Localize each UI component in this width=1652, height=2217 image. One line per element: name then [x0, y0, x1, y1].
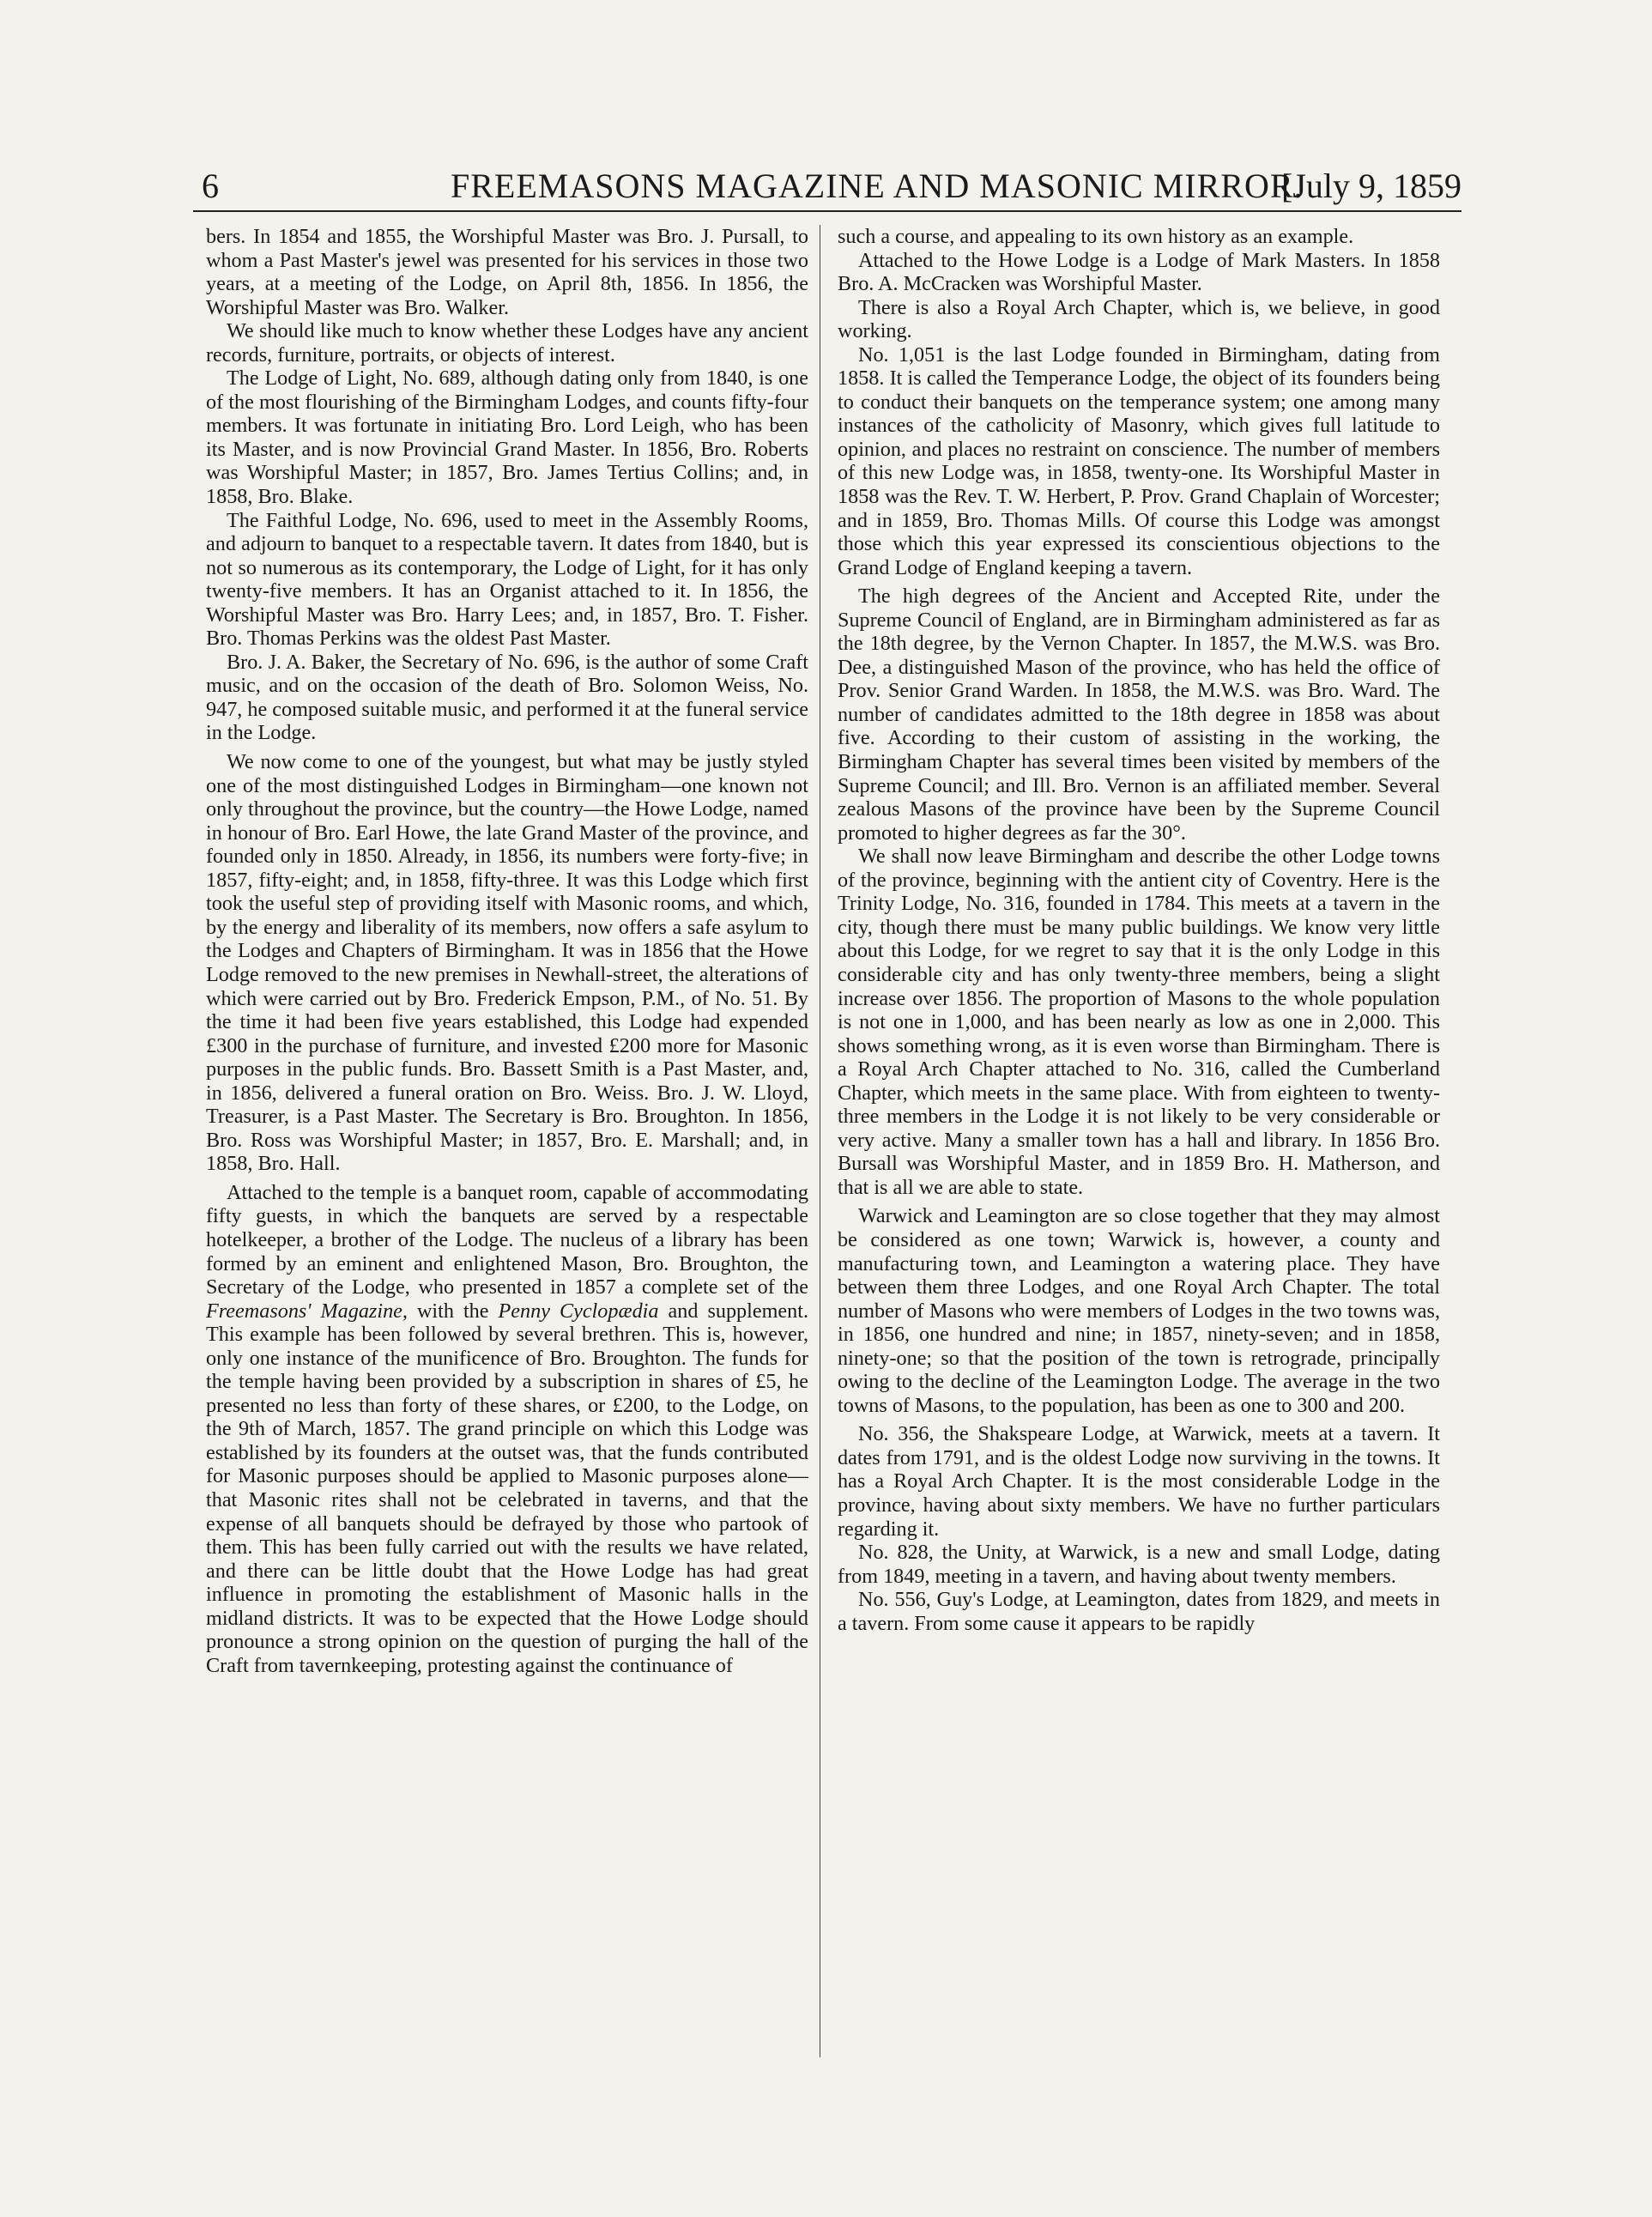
paragraph: bers. In 1854 and 1855, the Worshipful Master was Bro. J. Pursall, to whom a Past Master's jewel was presented for his services in those two years, at a meeting of the Lodge, on April 8th, 1856. In 1856, the Worshipful Master was Bro. Walker.: [206, 225, 808, 319]
paragraph: Warwick and Leamington are so close together that they may almost be considered as one town; Warwick is, however, a county and manufacturing town, and Leamington a watering place. They have between them three Lodges, and one Royal Arch Chapter. The total number of Masons who were members of Lodges in the two towns was, in 1856, one hundred and nine; in 1857, ninety-seven; and in 1858, ninety-one; so that the position of the town is retrograde, principally owing to the decline of the Leamington Lodge. The average in the two towns of Masons, to the population, has been as one to 300 and 200.: [838, 1204, 1440, 1417]
paragraph: Bro. J. A. Baker, the Secretary of No. 696, is the author of some Craft music, and on the occasion of the death of Bro. Solomon Weiss, No. 947, he composed suitable music, and performed it at the funeral service in the Lodge.: [206, 650, 808, 745]
paragraph: No. 1,051 is the last Lodge founded in Birmingham, dating from 1858. It is called the Temperance Lodge, the object of its founders being to conduct their banquets on the temperance system; one among many instances of the catholicity of Masonry, which gives full latitude to opinion, and places no restraint on conscience. The number of members of this new Lodge was, in 1858, twenty-one. Its Worshipful Master in 1858 was the Rev. T. W. Herbert, P. Prov. Grand Chaplain of Worcester; and in 1859, Bro. Thomas Mills. Of course this Lodge was amongst those which this year expressed its conscientious objections to the Grand Lodge of England keeping a tavern.: [838, 342, 1440, 579]
issue-date: [July 9, 1859: [1281, 167, 1461, 205]
paragraph-text: and supplement. This example has been followed by several brethren. This is, however, only one instance of the munificence of Bro. Broughton. The funds for the temple having been provided by a subscription in shares of £5, he presented no less than forty of these shares, or £200, to the Lodge, on the 9th of March, 1857. The grand principle on which this Lodge was established by its founders at the outset was, that the funds contributed for Masonic purposes should be applied to Masonic purposes alone—that Masonic rites shall not be celebrated in taverns, and that the expense of all banquets should be defrayed by those who partook of them. This has been fully carried out with the results we have related, and there can be little doubt that the Howe Lodge has had great influence in promoting the establishment of Masonic halls in the midland districts. It was to be expected that the Howe Lodge should pronounce a strong opinion on the question of purging the hall of the Craft from tavernkeeping, protesting against the continuance of: [206, 1299, 808, 1677]
paragraph-text: Attached to the temple is a banquet room, capable of accommodating fifty guests, in which the banquets are served by a respectable hotelkeeper, a brother of the Lodge. The nucleus of a library has been formed by an eminent and enlightened Mason, Bro. Broughton, the Secretary of the Lodge, who presented in 1857 a complete set of the: [206, 1180, 808, 1299]
book-title: Penny Cyclopædia: [498, 1299, 659, 1323]
paragraph: There is also a Royal Arch Chapter, which is, we believe, in good working.: [838, 295, 1440, 343]
paragraph: The high degrees of the Ancient and Accepted Rite, under the Supreme Council of England, are in Birmingham administered as far as the 18th degree, by the Vernon Chapter. In 1857, the M.W.S. was Bro. Dee, a distinguished Mason of the province, who has held the office of Prov. Senior Grand Warden. In 1858, the M.W.S. was Bro. Ward. The number of candidates admitted to the 18th degree in 1858 was about five. According to their custom of assisting in the working, the Birmingham Chapter has several times been visited by members of the Supreme Council; and Ill. Bro. Vernon is an affiliated member. Several zealous Masons of the province have been by the Supreme Council promoted to higher degrees as far the 30°.: [838, 585, 1440, 845]
paragraph: No. 356, the Shakspeare Lodge, at Warwick, meets at a tavern. It dates from 1791, and is the oldest Lodge now surviving in the towns. It has a Royal Arch Chapter. It is the most considerable Lodge in the province, having about sixty members. We have no further particulars regarding it.: [838, 1422, 1440, 1541]
paragraph: No. 828, the Unity, at Warwick, is a new and small Lodge, dating from 1849, meeting in a tavern, and having about twenty members.: [838, 1541, 1440, 1588]
paragraph: The Lodge of Light, No. 689, although dating only from 1840, is one of the most flourishing of the Birmingham Lodges, and counts fifty-four members. It was fortunate in initiating Bro. Lord Leigh, who has been its Master, and is now Provincial Grand Master. In 1856, Bro. Roberts was Worshipful Master; in 1857, Bro. James Tertius Collins; and, in 1858, Bro. Blake.: [206, 366, 808, 509]
page-header: [193, 159, 1461, 212]
right-column: [838, 225, 1440, 2062]
magazine-title: Freemasons' Magazine,: [206, 1299, 408, 1323]
page-number: 6: [202, 167, 219, 205]
paragraph: Attached to the Howe Lodge is a Lodge of Mark Masters. In 1858 Bro. A. McCracken was Worshipful Master.: [838, 248, 1440, 296]
paragraph: We shall now leave Birmingham and describe the other Lodge towns of the province, beginning with the antient city of Coventry. Here is the Trinity Lodge, No. 316, founded in 1784. This meets at a tavern in the city, though there must be many public buildings. We know very little about this Lodge, for we regret to say that it is the only Lodge in this considerable city and has only twenty-three members, being a slight increase over 1856. The proportion of Masons to the whole population is not one in 1,000, and has been nearly as low as one in 2,000. This shows something wrong, as it is even worse than Birmingham. There is a Royal Arch Chapter attached to No. 316, called the Cumberland Chapter, which meets in the same place. With from eighteen to twenty-three members in the Lodge it is not likely to be very considerable or very active. Many a smaller town has a hall and library. In 1856 Bro. Bursall was Worshipful Master, and in 1859 Bro. H. Matherson, and that is all we are able to state.: [838, 845, 1440, 1199]
paragraph: [206, 1181, 808, 1677]
paragraph-text: with the: [407, 1299, 499, 1323]
paragraph: The Faithful Lodge, No. 696, used to meet in the Assembly Rooms, and adjourn to banquet to a respectable tavern. It dates from 1840, but is not so numerous as its contemporary, the Lodge of Light, for it has only twenty-five members. It has an Organist attached to it. In 1856, the Worshipful Master was Bro. Harry Lees; and, in 1857, Bro. T. Fisher. Bro. Thomas Perkins was the oldest Past Master.: [206, 508, 808, 651]
running-title: FREEMASONS MAGAZINE AND MASONIC MIRROR.: [451, 167, 1304, 205]
paragraph: such a course, and appealing to its own history as an example.: [838, 225, 1354, 248]
paragraph: No. 556, Guy's Lodge, at Leamington, dates from 1829, and meets in a tavern. From some cause it appears to be rapidly: [838, 1588, 1440, 1635]
left-column: [206, 225, 808, 2062]
paragraph: We should like much to know whether these Lodges have any ancient records, furniture, portraits, or objects of interest.: [206, 319, 808, 366]
paragraph: We now come to one of the youngest, but what may be justly styled one of the most distinguished Lodges in Birmingham—one known not only throughout the province, but the country—the Howe Lodge, named in honour of Bro. Earl Howe, the late Grand Master of the province, and founded only in 1850. Already, in 1856, its numbers were forty-five; in 1857, fifty-eight; and, in 1858, fifty-three. It was this Lodge which first took the useful step of providing itself with Masonic rooms, and which, by the energy and liberality of its members, now offers a safe asylum to the Lodges and Chapters of Birmingham. It was in 1856 that the Howe Lodge removed to the new premises in Newhall-street, the alterations of which were carried out by Bro. Frederick Empson, P.M., of No. 51. By the time it had been five years established, this Lodge had expended £300 in the purchase of furniture, and invested £200 more for Masonic purposes in the public funds. Bro. Bassett Smith is a Past Master, and, in 1856, delivered a funeral oration on Bro. Weiss. Bro. J. W. Lloyd, Treasurer, is a Past Master. The Secretary is Bro. Broughton. In 1856, Bro. Ross was Worshipful Master; in 1857, Bro. E. Marshall; and, in 1858, Bro. Hall.: [206, 750, 808, 1176]
